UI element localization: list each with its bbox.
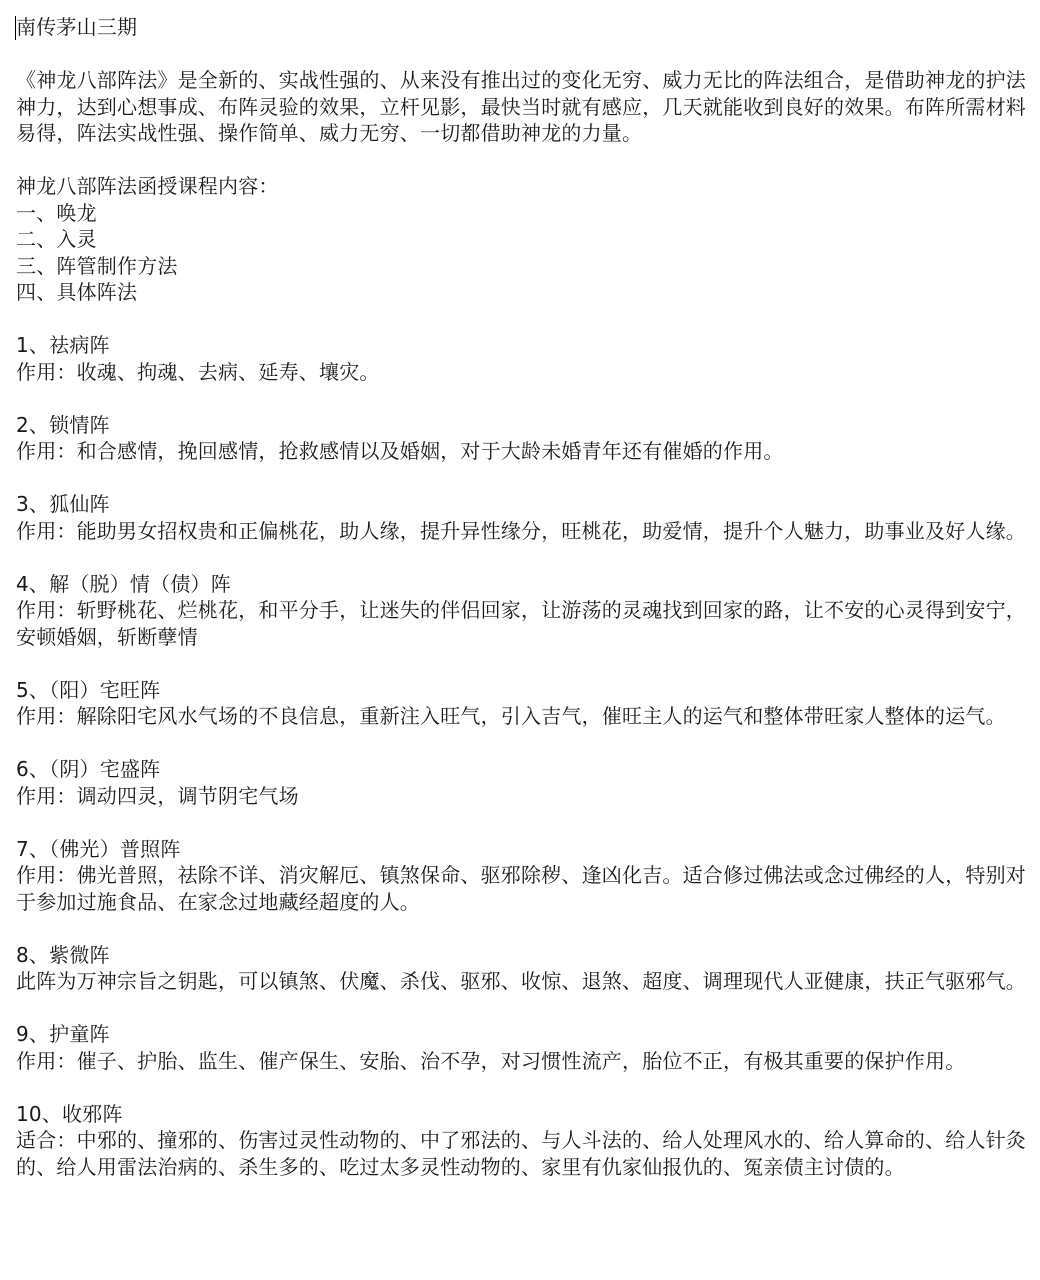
- blank-line: [16, 730, 1026, 757]
- formation-name: 3、狐仙阵: [16, 492, 110, 516]
- formation-name: 7、（佛光）普照阵: [16, 836, 181, 861]
- document-body[interactable]: [16, 14, 1026, 1180]
- formation-name: 2、锁情阵: [16, 412, 110, 437]
- formation-desc: 作用：佛光普照，祛除不详、消灾解厄、镇煞保命、驱邪除秽、逢凶化吉。适合修过佛法或念过佛经的人，特别对于参加过施食品、在家念过地藏经超度的人。: [16, 863, 1026, 914]
- formation-name: 6、（阴）宅盛阵: [16, 757, 161, 781]
- formation-name: 5、（阳）宅旺阵: [16, 677, 161, 702]
- course-item: 一、唤龙: [16, 200, 97, 225]
- course-item: 四、具体阵法: [16, 280, 138, 304]
- blank-line: [16, 650, 1026, 677]
- blank-line: [16, 147, 1026, 174]
- intro-paragraph: 《神龙八部阵法》是全新的、实战性强的、从来没有推出过的变化无穷、威力无比的阵法组合，是借助神龙的护法神力，达到心想事成、布阵灵验的效果，立杆见影，最快当时就有感应，几天就能收到良好的效果。布阵所需材料易得，阵法实战性强、操作简单、威力无穷、一切都借助神龙的力量。: [16, 68, 1026, 145]
- blank-line: [16, 385, 1026, 412]
- formation-desc: 此阵为万神宗旨之钥匙，可以镇煞、伏魔、杀伐、驱邪、收惊、退煞、超度、调理现代人亚健康，扶正气驱邪气。: [16, 969, 1026, 993]
- formation-desc: 作用：调动四灵，调节阴宅气场: [16, 783, 299, 808]
- formation-desc: 作用：斩野桃花、烂桃花，和平分手，让迷失的伴侣回家，让游荡的灵魂找到回家的路，让不安的心灵得到安宁，安顿婚姻，斩断孽情: [16, 598, 1026, 649]
- blank-line: [16, 544, 1026, 571]
- blank-line: [16, 1074, 1026, 1101]
- formation-desc: 作用：和合感情，挽回感情，抢救感情以及婚姻，对于大龄未婚青年还有催婚的作用。: [16, 439, 784, 463]
- formation-name: 1、祛病阵: [16, 333, 110, 357]
- formation-name: 8、紫微阵: [16, 942, 110, 967]
- formation-name: 10、收邪阵: [16, 1101, 123, 1126]
- blank-line: [16, 809, 1026, 836]
- course-item: 三、阵管制作方法: [16, 253, 178, 278]
- blank-line: [16, 915, 1026, 942]
- blank-line: [16, 306, 1026, 333]
- formation-desc: 适合：中邪的、撞邪的、伤害过灵性动物的、中了邪法的、与人斗法的、给人处理风水的、给人算命的、给人针灸的、给人用雷法治病的、杀生多的、吃过太多灵性动物的、家里有仇家仙报仇的、冤亲债主讨债的。: [16, 1128, 1026, 1179]
- formation-desc: 作用：能助男女招权贵和正偏桃花，助人缘，提升异性缘分，旺桃花，助爱情，提升个人魅力，助事业及好人缘。: [16, 518, 1026, 543]
- course-heading: 神龙八部阵法函授课程内容：: [16, 174, 279, 198]
- blank-line: [16, 995, 1026, 1022]
- course-item: 二、入灵: [16, 227, 97, 251]
- formation-name: 9、护童阵: [16, 1022, 110, 1046]
- blank-line: [16, 41, 1026, 68]
- formation-name: 4、解（脱）情（债）阵: [16, 571, 231, 596]
- document-title: 南传茅山三期: [16, 15, 138, 39]
- formation-desc: 作用：催子、护胎、监生、催产保生、安胎、治不孕，对习惯性流产，胎位不正，有极其重要的保护作用。: [16, 1048, 966, 1073]
- formation-desc: 作用：收魂、拘魂、去病、延寿、壤灾。: [16, 359, 380, 384]
- formation-desc: 作用：解除阳宅风水气场的不良信息，重新注入旺气，引入吉气，催旺主人的运气和整体带旺家人整体的运气。: [16, 704, 1006, 728]
- blank-line: [16, 465, 1026, 492]
